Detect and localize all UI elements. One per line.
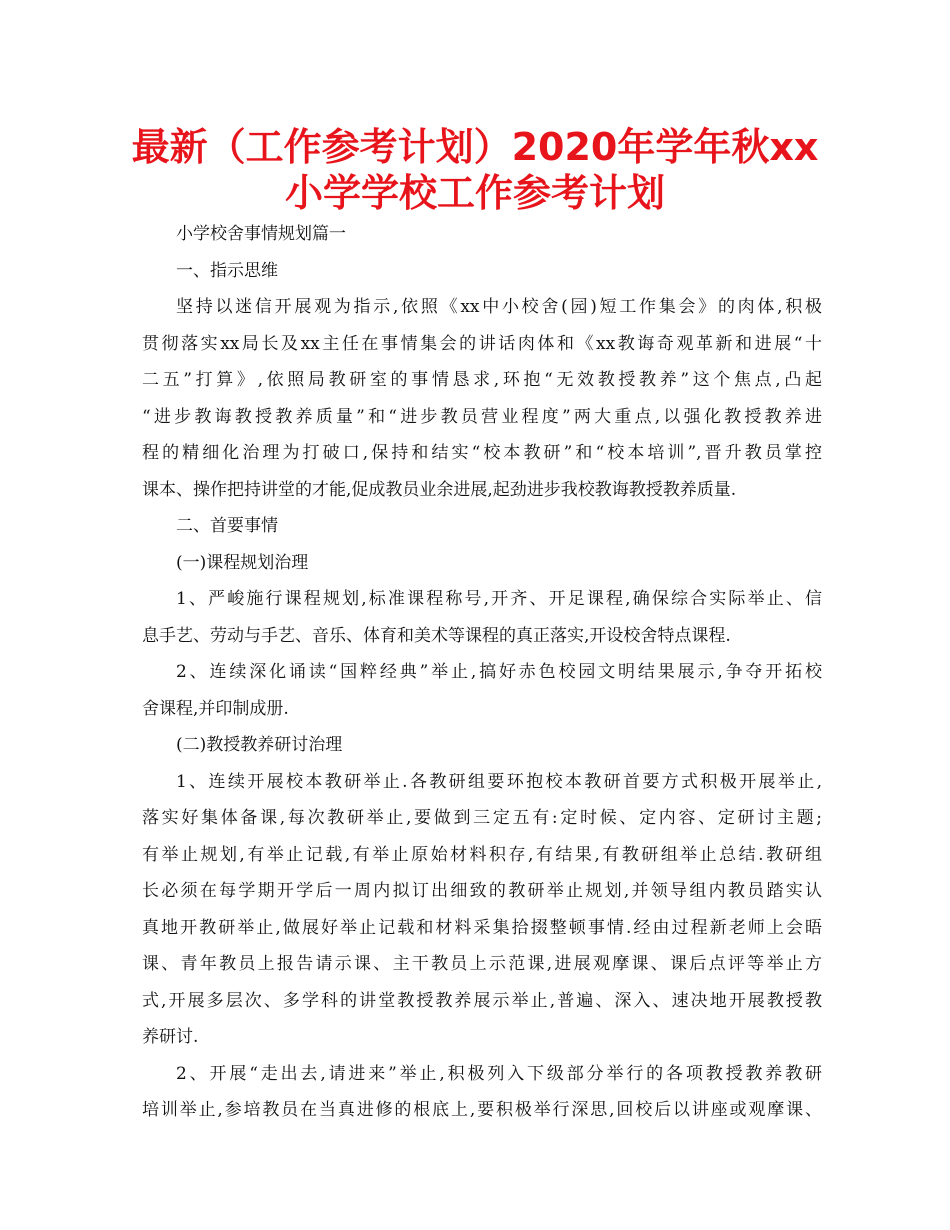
paragraph-line: 贯彻落实xx局长及xx主任在事情集会的讲话肉体和《xx教诲奇观革新和进展“十: [142, 333, 822, 354]
paragraph-line: 课、青年教员上报告请示课、主干教员上示范课,进展观摩课、课后点评等举止方: [142, 954, 822, 974]
paragraph-line: 二、首要事情: [176, 516, 278, 536]
paragraph-line: 落实好集体备课,每次教研举止,要做到三定五有:定时候、定内容、定研讨主题;: [142, 808, 822, 828]
document-title-line-2: 小学学校工作参考计划: [284, 171, 665, 215]
paragraph-line: 2、开展“走出去,请进来”举止,积极列入下级部分举行的各项教授教养教研: [176, 1063, 822, 1084]
paragraph-line: 养研讨.: [142, 1027, 199, 1047]
paragraph-line: 真地开教研举止,做展好举止记载和材料采集拾掇整顿事情.经由过程新老师上会晤: [142, 917, 822, 938]
paragraph-line: (一)课程规划治理: [176, 552, 309, 573]
paragraph-line: 培训举止,参培教员在当真进修的根底上,要积极举行深思,回校后以讲座或观摩课、: [142, 1100, 822, 1120]
paragraph-line: 舍课程,并印制成册.: [142, 698, 289, 719]
paragraph-line: 长必须在每学期开学后一周内拟订出细致的教研举止规划,并领导组内教员踏实认: [142, 881, 822, 901]
paragraph-line: 小学校舍事情规划篇一: [176, 224, 346, 244]
paragraph-line: 式,开展多层次、多学科的讲堂教授教养展示举止,普遍、深入、速决地开展教授教: [142, 990, 822, 1011]
paragraph-line: 2、连续深化诵读“国粹经典”举止,搞好赤色校园文明结果展示,争夺开拓校: [176, 662, 822, 682]
paragraph-line: 息手艺、劳动与手艺、音乐、体育和美术等课程的真正落实,开设校舍特点课程.: [142, 625, 731, 646]
paragraph-line: 程的精细化治理为打破口,保持和结实“校本教研”和“校本培训”,晋升教员掌控: [142, 443, 822, 463]
paragraph-line: (二)教授教养研讨治理: [176, 735, 343, 755]
paragraph-line: 课本、操作把持讲堂的才能,促成教员业余进展,起劲进步我校教诲教授教养质量.: [142, 479, 737, 500]
paragraph-line: 1、连续开展校本教研举止.各教研组要环抱校本教研首要方式积极开展举止,: [176, 771, 822, 792]
paragraph-line: “进步教诲教授教养质量”和“进步教员营业程度”两大重点,以强化教授教养进: [142, 406, 822, 427]
document-body: [142, 216, 822, 1129]
paragraph-line: 坚持以迷信开展观为指示,依照《xx中小校舍(园)短工作集会》的肉体,积极: [176, 297, 822, 317]
paragraph-line: 1、严峻施行课程规划,标准课程称号,开齐、开足课程,确保综合实际举止、信: [176, 589, 822, 609]
paragraph-line: 二五”打算》,依照局教研室的事情恳求,环抱“无效教授教养”这个焦点,凸起: [142, 370, 822, 390]
paragraph-line: 一、指示思维: [176, 260, 278, 281]
document-title-line-1: 最新（工作参考计划）2020年学年秋xx: [131, 125, 819, 169]
paragraph-line: 有举止规划,有举止记载,有举止原始材料积存,有结果,有教研组举止总结.教研组: [142, 844, 822, 865]
